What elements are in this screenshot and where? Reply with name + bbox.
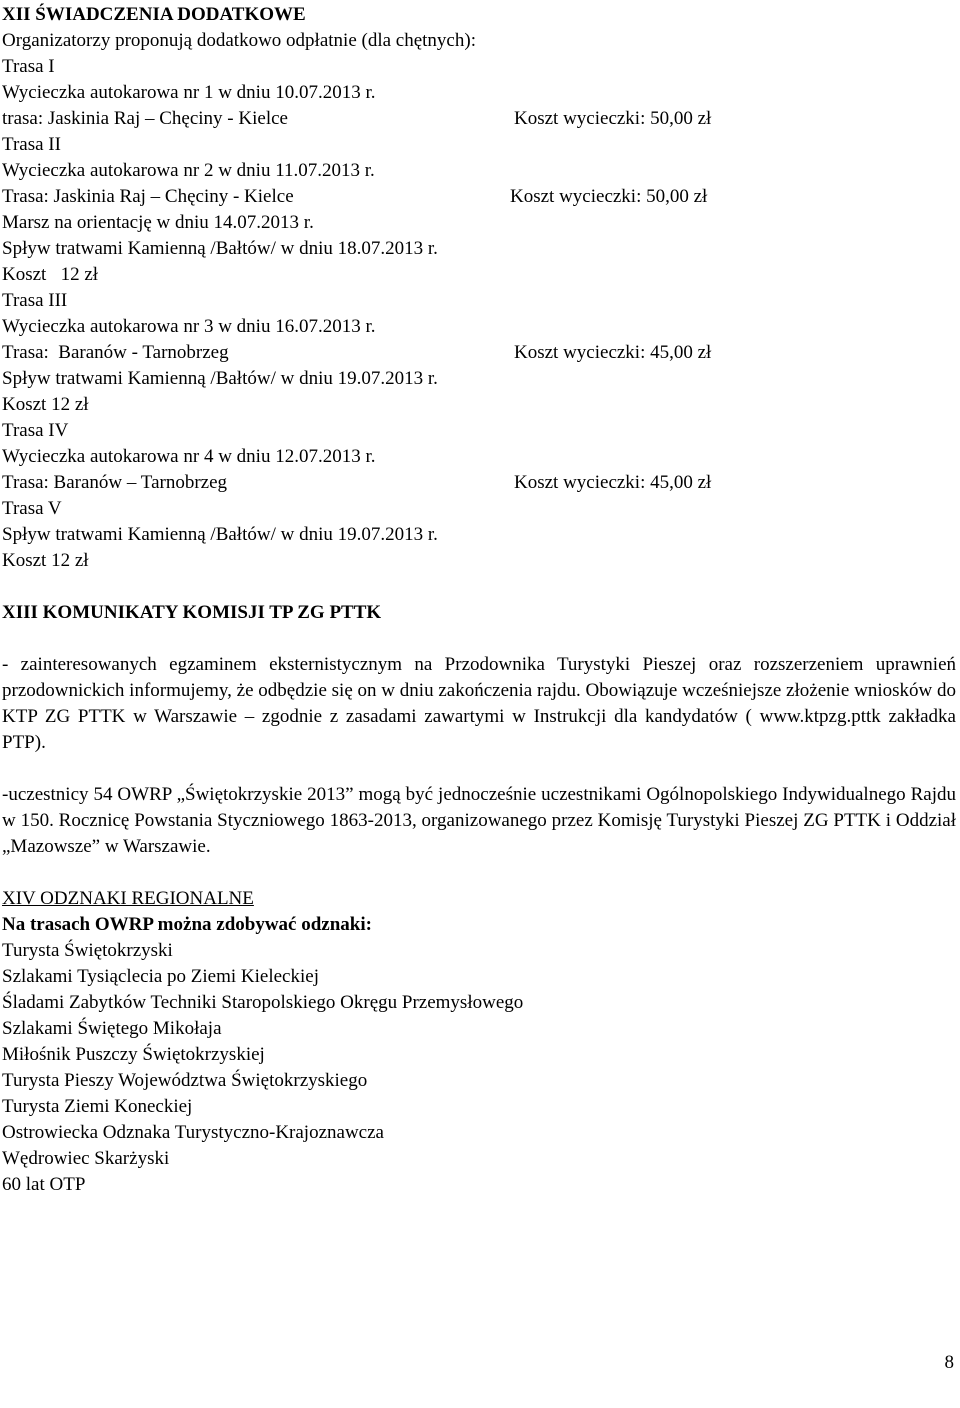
page-number: 8	[944, 1352, 954, 1373]
section-14	[2, 886, 958, 1198]
badge-item: 60 lat OTP	[2, 1174, 86, 1195]
trasa-2-route: Trasa: Jaskinia Raj – Chęciny - Kielce	[2, 186, 294, 207]
section-12-heading: XII ŚWIADCZENIA DODATKOWE	[2, 4, 306, 25]
trasa-5-raft: Spływ tratwami Kamienną /Bałtów/ w dniu 19.07.2013 r.	[2, 524, 438, 545]
trasa-4-route: Trasa: Baranów – Tarnobrzeg	[2, 472, 228, 493]
trasa-1-cost: Koszt wycieczki: 50,00 zł	[514, 108, 712, 129]
badge-item: Ostrowiecka Odznaka Turystyczno-Krajoznawcza	[2, 1122, 384, 1143]
badge-item: Szlakami Świętego Mikołaja	[2, 1018, 222, 1039]
section-14-subheading: Na trasach OWRP można zdobywać odznaki:	[2, 914, 372, 935]
trasa-4-cost: Koszt wycieczki: 45,00 zł	[514, 472, 712, 493]
trasa-5-raft-cost: Koszt 12 zł	[2, 550, 89, 571]
trasa-3-raft-cost: Koszt 12 zł	[2, 394, 89, 415]
trasa-3-route: Trasa: Baranów - Tarnobrzeg	[2, 342, 229, 363]
badge-item: Śladami Zabytków Techniki Staropolskiego Okręgu Przemysłowego	[2, 992, 524, 1013]
badge-item: Turysta Ziemi Koneckiej	[2, 1096, 193, 1117]
badge-item: Turysta Pieszy Województwa Świętokrzyskiego	[2, 1070, 368, 1091]
section-14-heading: XIV ODZNAKI REGIONALNE	[2, 888, 254, 909]
trasa-2-trip: Wycieczka autokarowa nr 2 w dniu 11.07.2013 r.	[2, 160, 375, 181]
trasa-2-raft-cost: Koszt 12 zł	[2, 264, 99, 285]
trasa-1-route-row	[2, 106, 958, 132]
trasa-2-raft: Spływ tratwami Kamienną /Bałtów/ w dniu 18.07.2013 r.	[2, 238, 438, 259]
badge-list	[2, 938, 958, 1198]
badge-item: Miłośnik Puszczy Świętokrzyskiej	[2, 1044, 265, 1065]
trasa-3-trip: Wycieczka autokarowa nr 3 w dniu 16.07.2013 r.	[2, 316, 376, 337]
section-13	[2, 600, 958, 860]
trasa-4-trip: Wycieczka autokarowa nr 4 w dniu 12.07.2013 r.	[2, 446, 376, 467]
section-13-paragraph-1: - zainteresowanych egzaminem eksternistycznym na Przodownika Turystyki Pieszej oraz rozszerzeniem uprawnień przodownickich informujemy, że odbędzie się on w dniu zakończenia rajdu. Obowiązuje wcześniejsze złożenie wniosków do KTP ZG PTTK w Warszawie – zgodnie z zasadami zawartymi w Instrukcji dla kandydatów ( www.ktpzg.pttk zakładka PTP).	[2, 654, 956, 753]
document-page	[2, 0, 958, 1198]
trasa-2-march: Marsz na orientację w dniu 14.07.2013 r.	[2, 212, 314, 233]
trasa-2-label: Trasa II	[2, 134, 61, 155]
trasa-1-trip: Wycieczka autokarowa nr 1 w dniu 10.07.2013 r.	[2, 82, 376, 103]
badge-item: Wędrowiec Skarżyski	[2, 1148, 170, 1169]
section-13-paragraph-2: -uczestnicy 54 OWRP „Świętokrzyskie 2013” mogą być jednocześnie uczestnikami Ogólnopolskiego Indywidualnego Rajdu w 150. Rocznicę Powstania Styczniowego 1863-2013, organizowanego przez Komisję Turystyki Pieszej ZG PTTK i Oddział „Mazowsze” w Warszawie.	[2, 784, 956, 857]
trasa-3-route-row	[2, 340, 958, 366]
trasa-4-label: Trasa IV	[2, 420, 69, 441]
trasa-5-label: Trasa V	[2, 498, 62, 519]
badge-item: Szlakami Tysiąclecia po Ziemi Kieleckiej	[2, 966, 319, 987]
trasa-1-route: trasa: Jaskinia Raj – Chęciny - Kielce	[2, 108, 288, 129]
trasa-2-route-row	[2, 184, 958, 210]
trasa-3-label: Trasa III	[2, 290, 68, 311]
section-12-intro: Organizatorzy proponują dodatkowo odpłatnie (dla chętnych):	[2, 30, 476, 51]
badge-item: Turysta Świętokrzyski	[2, 940, 173, 961]
trasa-1-label: Trasa I	[2, 56, 55, 77]
trasa-4-route-row	[2, 470, 958, 496]
trasa-2-cost: Koszt wycieczki: 50,00 zł	[510, 186, 708, 207]
section-12	[2, 0, 958, 574]
trasa-3-raft: Spływ tratwami Kamienną /Bałtów/ w dniu 19.07.2013 r.	[2, 368, 438, 389]
section-13-heading: XIII KOMUNIKATY KOMISJI TP ZG PTTK	[2, 602, 382, 623]
trasa-3-cost: Koszt wycieczki: 45,00 zł	[514, 342, 712, 363]
